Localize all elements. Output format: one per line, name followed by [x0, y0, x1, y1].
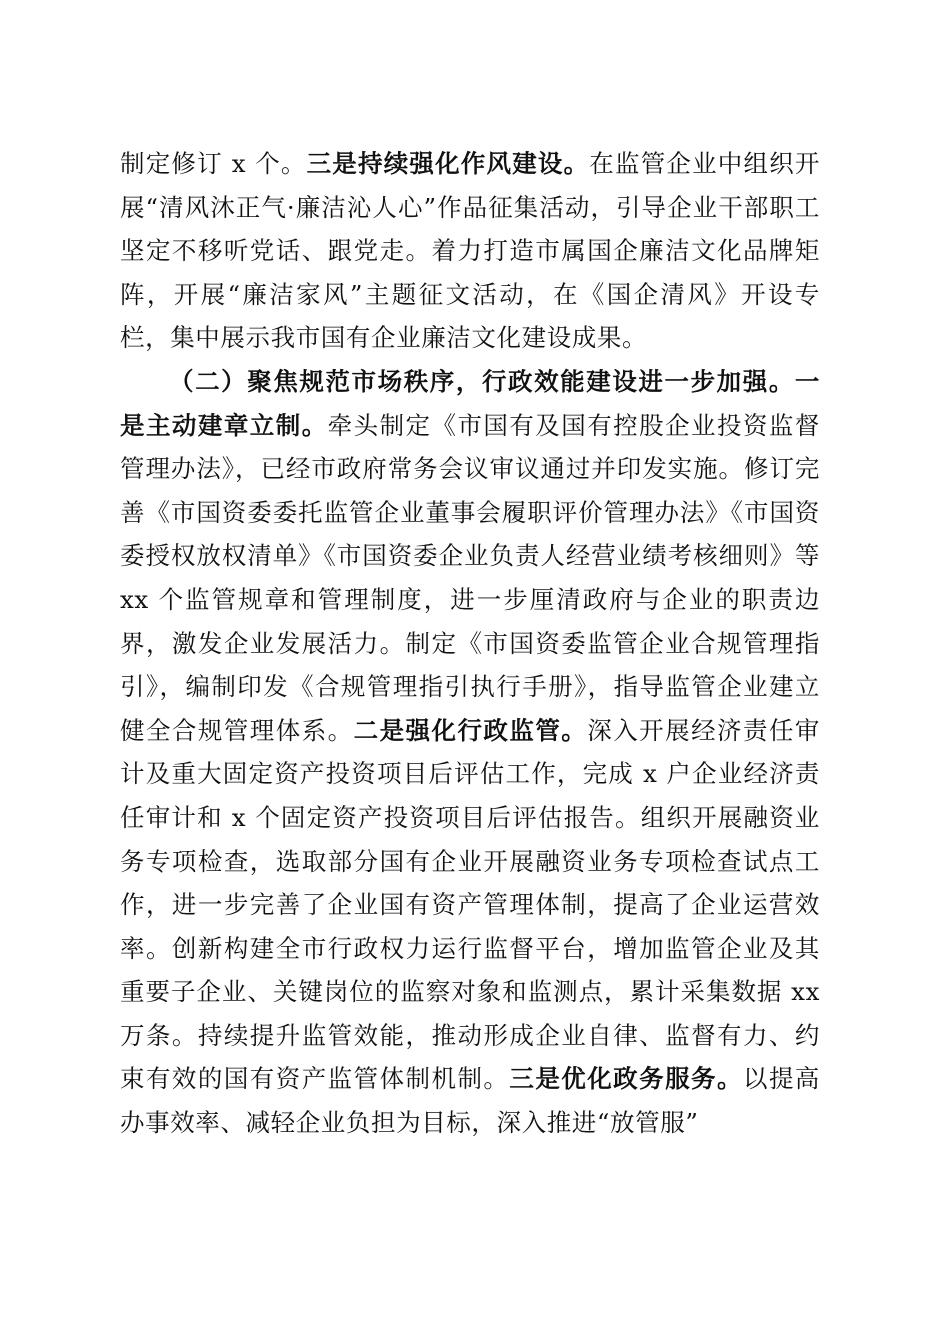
bold-heading-segment: 三是持续强化作风建设。: [306, 149, 590, 178]
text-segment: 牵头制定《市国有及国有控股企业投资监督管理办法》，已经市政府常务会议审议通过并印发实施。修订完善《市国资委委托监管企业董事会履职评价管理办法》《市国资委授权放权清单》《市国资委企业负责人经营业绩考核细则》等 xx 个监管规章和管理制度，进一步厘清政府与企业的职责边界，激发企业发展活力。制定《市国资委监管企业合规管理指引》，编制印发《合规管理指引执行手册》，指导监管企业建立健全合规管理体系。: [120, 410, 820, 745]
paragraph-market-order: [120, 360, 820, 1145]
text-segment: 深入开展经济责任审计及重大固定资产投资项目后评估工作，完成 x 户企业经济责任审计和 x 个固定资产投资项目后评估报告。组织开展融资业务专项检查，选取部分国有企业开展融资业务专项检查试点工作，进一步完善了企业国有资产管理体制，提高了企业运营效率。创新构建全市行政权力运行监督平台，增加监管企业及其重要子企业、关键岗位的监察对象和监测点，累计采集数据 xx 万条。持续提升监管效能，推动形成企业自律、监督有力、约束有效的国有资产监管体制机制。: [120, 715, 821, 1094]
text-segment: 制定修订 x 个。: [120, 149, 307, 178]
section-heading: （二）聚焦规范市场秩序，行政效能建设进一步加强。一是主动建章立制。: [120, 366, 820, 440]
text-segment: 在监管企业中组织开展“清风沐正气·廉洁沁人心”作品征集活动，引导企业干部职工坚定不移听党话、跟党走。着力打造市属国企廉洁文化品牌矩阵，开展“廉洁家风”主题征文活动，在《国企清风》开设专栏，集中展示我市国有企业廉洁文化建设成果。: [120, 149, 820, 353]
paragraph-work-style: [120, 142, 820, 360]
document-body: [120, 142, 820, 1145]
bold-heading-segment: 三是优化政务服务。: [509, 1064, 743, 1094]
text-segment: 以提高办事效率、减轻企业负担为目标，深入推进“放管服”: [120, 1064, 820, 1138]
bold-heading-segment: 二是强化行政监管。: [353, 715, 588, 745]
